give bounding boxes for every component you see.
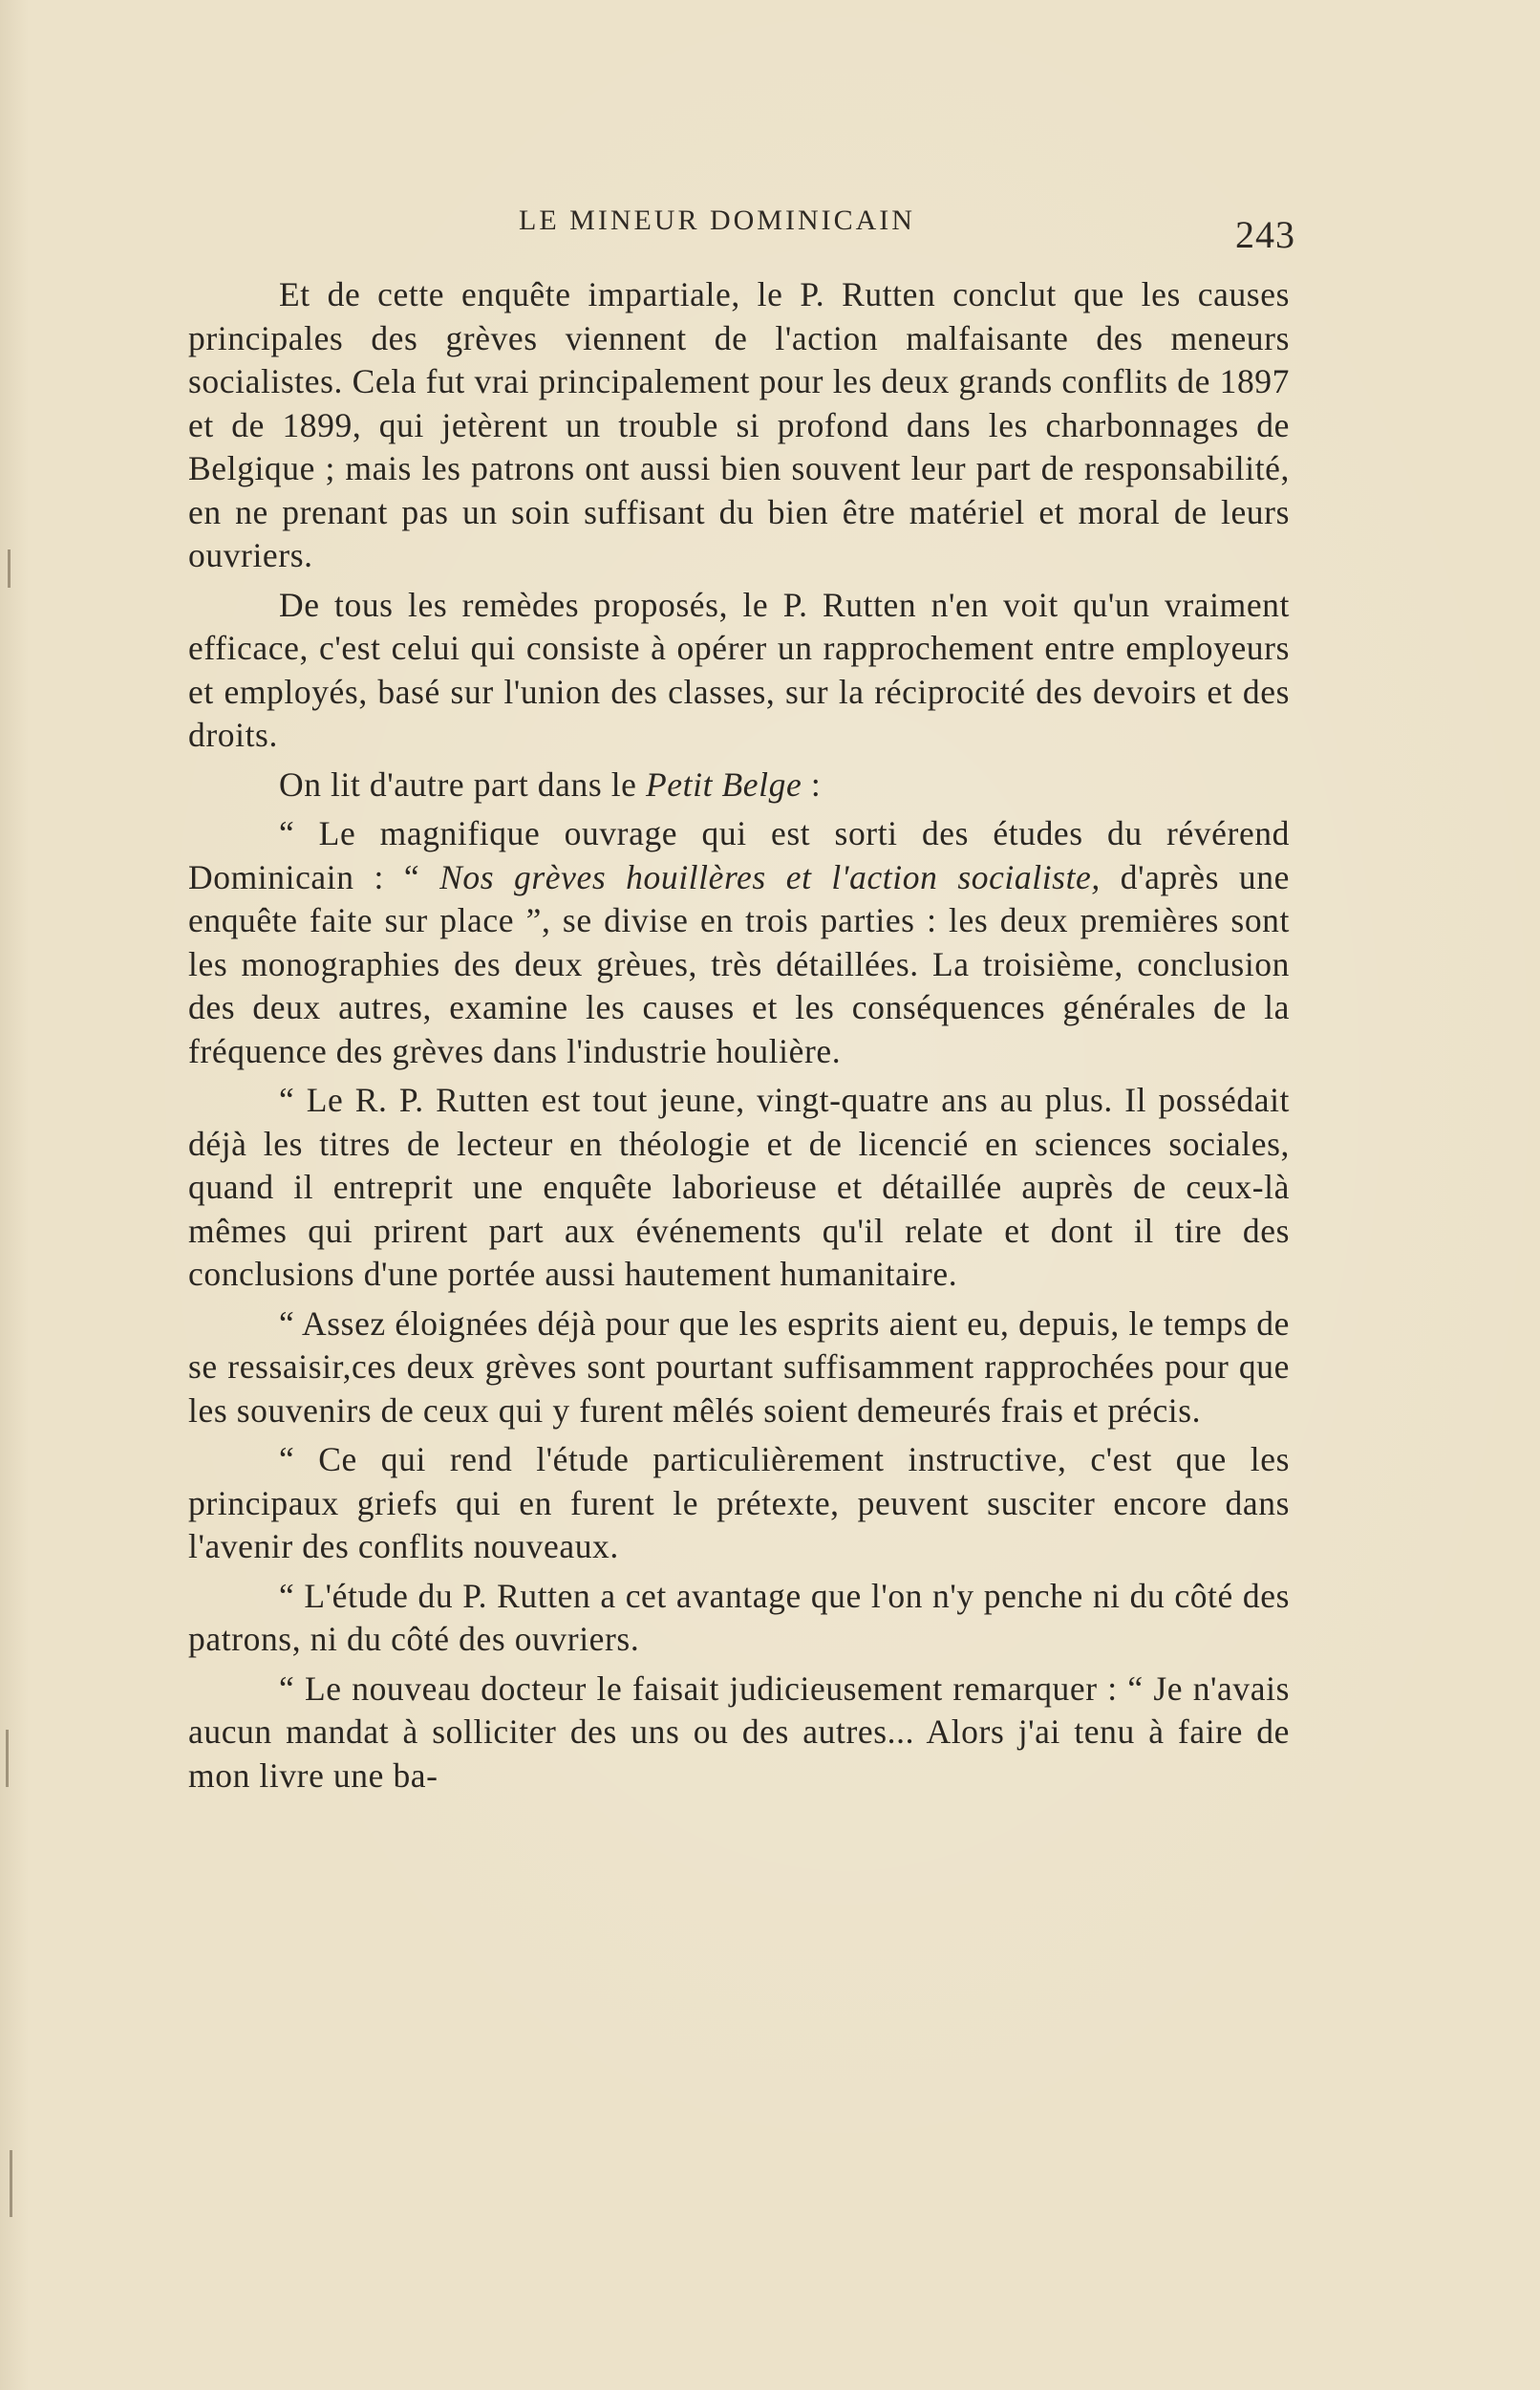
paragraph-text: d'après une enquête faite sur place ”, se divise en trois parties : les deux premières sont les monographies des deux grèues, très détaillées. La troisième, conclusion des deux autres, examine les causes et les conséquences générales de la fréquence des grèves dans l'industrie houlière. [188, 857, 1290, 1070]
newspaper-title: Petit Belge [646, 764, 802, 804]
paragraph-text: : [802, 764, 822, 804]
margin-mark [10, 2150, 12, 2217]
paragraph: “ Ce qui rend l'étude particulièrement instructive, c'est que les principaux griefs qui en furent le prétexte, peuvent susciter encore dans l'avenir des conflits nouveaux. [188, 1440, 1290, 1565]
body-text [188, 273, 1290, 1803]
paragraph [188, 812, 1290, 1073]
paragraph: “ Le R. P. Rutten est tout jeune, vingt-quatre ans au plus. Il possédait déjà les titres de lecteur en théologie et de licencié en sciences sociales, quand il entreprit une enquête laborieuse et détaillée auprès de ceux-là mêmes qui prirent part aux événements qu'il relate et dont il tire des conclusions d'une portée aussi hautement humanitaire. [188, 1081, 1290, 1293]
margin-mark [6, 1730, 9, 1787]
book-title: Nos grèves houillères et l'action socialiste, [439, 857, 1101, 896]
paragraph: “ Assez éloignées déjà pour que les esprits aient eu, depuis, le temps de se ressaisir,ces deux grèves sont pourtant suffisamment rapprochées pour que les souvenirs de ceux qui y furent mêlés soient demeurés frais et précis. [188, 1303, 1290, 1430]
paragraph-text: “ Le magnifique ouvrage qui est sorti des études du révérend Dominicain : “ [188, 814, 1290, 896]
running-title: LE MINEUR DOMINICAIN [519, 205, 915, 236]
page-number: 243 [1235, 213, 1295, 256]
page-header [0, 205, 1540, 256]
margin-mark [8, 549, 11, 588]
paragraph: Et de cette enquête impartiale, le P. Rutten conclut que les causes principales des grèves viennent de l'action malfaisante des meneurs socialistes. Cela fut vrai principalement pour les deux grands conflits de 1897 et de 1899, qui jetèrent un trouble si profond dans les charbonnages de Belgique ; mais les patrons ont aussi bien souvent leur part de responsabilité, en ne prenant pas un soin suffisant du bien être matériel et moral de leurs ouvriers. [188, 275, 1290, 574]
paragraph: “ Le nouveau docteur le faisait judicieusement remarquer : “ Je n'avais aucun mandat à solliciter des uns ou des autres... Alors j'ai tenu à faire de mon livre une ba- [188, 1669, 1290, 1795]
paragraph [188, 764, 1290, 807]
paragraph-text: On lit d'autre part dans le [279, 764, 647, 804]
paragraph: De tous les remèdes proposés, le P. Rutten n'en voit qu'un vraiment efficace, c'est celui qui consiste à opérer un rapprochement entre employeurs et employés, basé sur l'union des classes, sur la réciprocité des devoirs et des droits. [188, 585, 1290, 754]
paragraph: “ L'étude du P. Rutten a cet avantage que l'on n'y penche ni du côté des patrons, ni du côté des ouvriers. [188, 1576, 1290, 1658]
